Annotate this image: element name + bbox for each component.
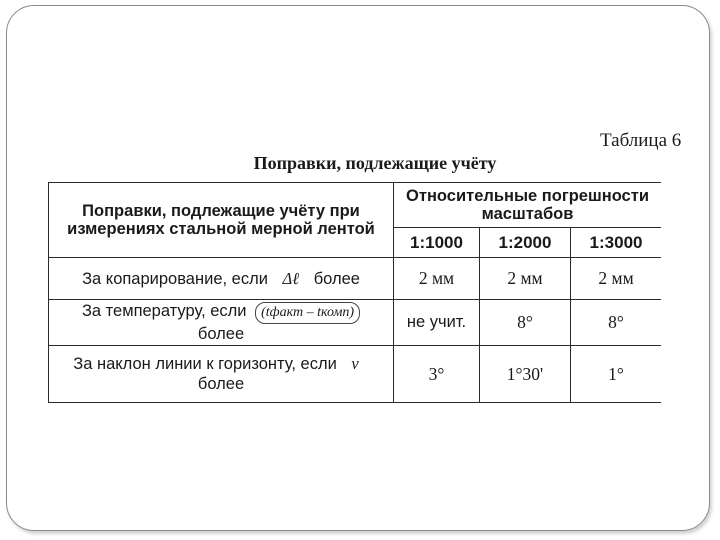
value-cell: 1°30'	[480, 346, 571, 403]
table-row	[49, 258, 662, 300]
temperature-difference-expression: (tфакт – tкомп)	[255, 302, 360, 324]
row-label-text: За температуру, если	[81, 302, 247, 320]
header-row-top	[49, 183, 662, 228]
value-cell: не учит.	[394, 300, 480, 346]
value-cell: 8°	[480, 300, 571, 346]
relative-errors-header: Относительные погрешности масштабов	[394, 183, 662, 228]
value-cell: 3°	[394, 346, 480, 403]
scale-header-2000: 1:2000	[480, 228, 571, 258]
corrections-column-header: Поправки, подлежащие учёту при измерениях стальной мерной лентой	[49, 183, 394, 258]
corrections-table	[48, 182, 661, 403]
row-label-text: За копарирование, если	[82, 269, 268, 288]
row-label-comparison	[49, 258, 394, 300]
value-cell: 2 мм	[394, 258, 480, 300]
delta-l-symbol: Δℓ	[282, 268, 300, 288]
value-cell: 8°	[571, 300, 662, 346]
row-label-suffix: более	[197, 375, 245, 393]
row-label-suffix: более	[197, 325, 245, 343]
value-cell: 2 мм	[480, 258, 571, 300]
value-cell: 2 мм	[571, 258, 662, 300]
row-label-temperature	[49, 300, 394, 346]
table-title: Поправки, подлежащие учёту	[253, 153, 497, 173]
value-cell: 1°	[571, 346, 662, 403]
corrections-table-wrapper	[48, 182, 661, 404]
table-number: Таблица 6	[600, 130, 682, 151]
scale-header-3000: 1:3000	[571, 228, 662, 258]
row-label-text: За наклон линии к горизонту, если	[73, 355, 337, 373]
table-row	[49, 300, 662, 346]
scale-header-1000: 1:1000	[394, 228, 480, 258]
table-crop-edge	[48, 403, 661, 407]
nu-symbol: ν	[351, 354, 359, 373]
row-label-suffix: более	[313, 269, 360, 288]
table-row	[49, 346, 662, 403]
row-label-slope	[49, 346, 394, 403]
